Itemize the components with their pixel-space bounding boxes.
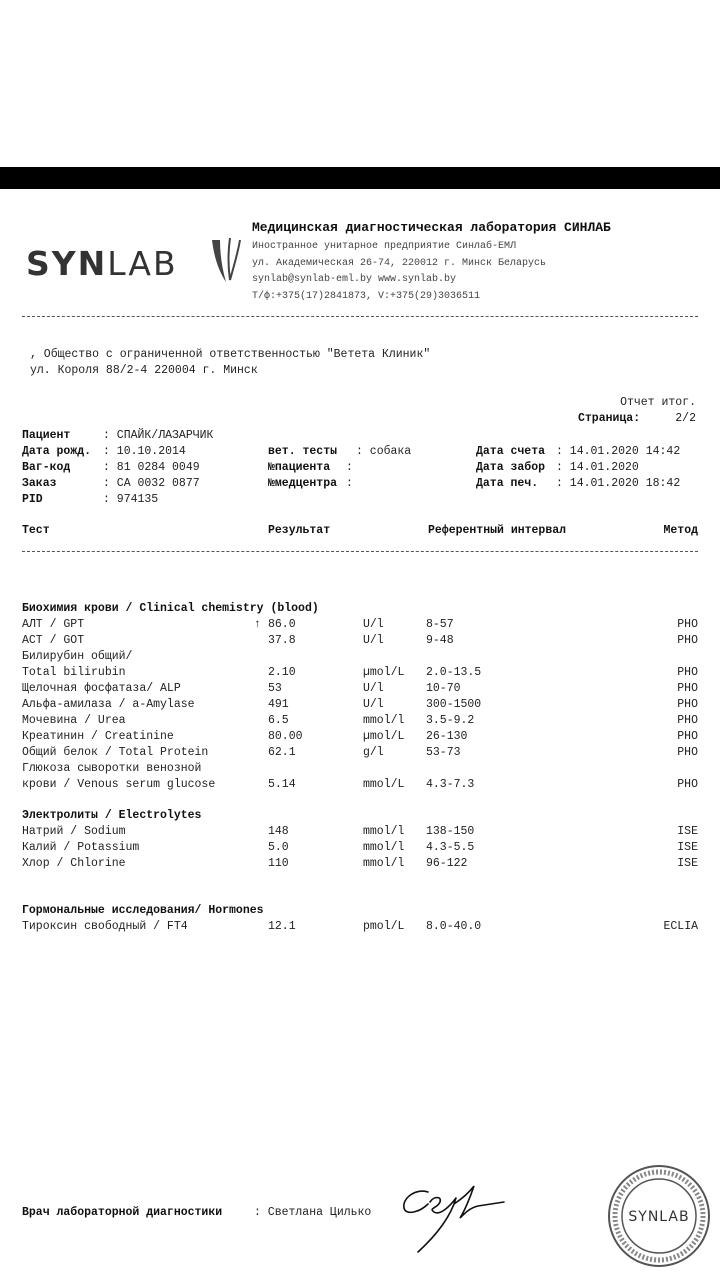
stamp-text: SYNLAB	[628, 1209, 690, 1225]
doctor-label: Врач лабораторной диагностики	[22, 1206, 223, 1219]
doctor-value: : Светлана Цилько	[254, 1206, 372, 1219]
lab-line-3: synlab@synlab-eml.by www.synlab.by	[252, 274, 457, 285]
unit: mmol/l	[363, 841, 405, 854]
method: PHO	[677, 730, 698, 743]
section-title: Электролиты / Electrolytes	[22, 809, 202, 822]
print-label: Дата печ.	[476, 477, 539, 490]
reference-range: 138-150	[426, 825, 475, 838]
flag-icon: ↑	[254, 618, 261, 631]
lab-line-1: Иностранное унитарное предприятие Синлаб-ЕМЛ	[252, 241, 517, 252]
patient-no-value: :	[346, 461, 353, 474]
dob-value: : 10.10.2014	[103, 445, 186, 458]
vet-value: : собака	[356, 445, 412, 458]
method: PHO	[677, 618, 698, 631]
method: ISE	[677, 841, 698, 854]
reference-range: 300-1500	[426, 698, 482, 711]
unit: U/l	[363, 682, 384, 695]
page-label: Страница:	[578, 412, 641, 425]
test-name: Тироксин свободный / FT4	[22, 920, 188, 933]
lab-line-2: ул. Академическая 26-74, 220012 г. Минск Беларусь	[252, 257, 547, 269]
reference-range: 3.5-9.2	[426, 714, 475, 727]
table-row	[22, 714, 698, 730]
reference-range: 8-57	[426, 618, 454, 631]
synlab-logo	[26, 230, 236, 290]
result-value: 5.14	[268, 778, 296, 791]
reference-range: 53-73	[426, 746, 461, 759]
divider-header	[22, 316, 698, 317]
test-name: крови / Venous serum glucose	[22, 778, 216, 791]
result-value: 5.0	[268, 841, 289, 854]
result-value: 80.00	[268, 730, 303, 743]
unit: U/l	[363, 618, 384, 631]
client-line-1: , Общество с ограниченной ответственностью "Ветета Клиник"	[30, 348, 431, 361]
invoice-label: Дата счета	[476, 445, 546, 458]
lab-header	[252, 220, 712, 305]
reference-range: 2.0-13.5	[426, 666, 482, 679]
table-row	[22, 746, 698, 762]
lab-line-4: Т/ф:+375(17)2841873, V:+375(29)3036511	[252, 290, 481, 302]
reference-range: 10-70	[426, 682, 461, 695]
reference-range: 8.0-40.0	[426, 920, 482, 933]
result-value: 110	[268, 857, 289, 870]
test-name: Натрий / Sodium	[22, 825, 126, 838]
table-row	[22, 618, 698, 634]
divider-columns	[22, 551, 698, 552]
order-label: Заказ	[22, 477, 57, 490]
collect-label: Дата забор	[476, 461, 546, 474]
test-name: Мочевина / Urea	[22, 714, 126, 727]
table-row	[22, 730, 698, 746]
table-row	[22, 666, 698, 682]
test-name: АЛТ / GPT	[22, 618, 85, 631]
reference-range: 26-130	[426, 730, 468, 743]
center-no-label: №медцентра	[268, 477, 338, 490]
section-title: Биохимия крови / Clinical chemistry (blood)	[22, 602, 319, 615]
section-title: Гормональные исследования/ Hormones	[22, 904, 264, 917]
dob-label: Дата рожд.	[22, 445, 92, 458]
table-row	[22, 825, 698, 841]
unit: U/l	[363, 634, 384, 647]
method: ISE	[677, 825, 698, 838]
barcode-value: : 81 0284 0049	[103, 461, 200, 474]
test-name: Билирубин общий/	[22, 650, 133, 663]
test-name: Хлор / Chlorine	[22, 857, 126, 870]
client-line-2: ул. Короля 88/2-4 220004 г. Минск	[30, 364, 258, 377]
test-name: Щелочная фосфатаза/ ALP	[22, 682, 181, 695]
reference-range: 9-48	[426, 634, 454, 647]
patient-no-label: №пациента	[268, 461, 331, 474]
table-row	[22, 778, 698, 794]
result-value: 148	[268, 825, 289, 838]
table-row	[22, 920, 698, 936]
result-value: 6.5	[268, 714, 289, 727]
method: PHO	[677, 778, 698, 791]
logo-wordmark: SYNLAB	[26, 244, 178, 283]
unit: mmol/l	[363, 714, 405, 727]
top-black-bar	[0, 167, 720, 189]
table-row	[22, 698, 698, 714]
patient-label: Пациент	[22, 429, 71, 442]
result-value: 53	[268, 682, 282, 695]
patient-value: : СПАЙК/ЛАЗАРЧИК	[103, 429, 214, 442]
method: PHO	[677, 746, 698, 759]
unit: µmol/L	[363, 730, 405, 743]
table-row	[22, 857, 698, 873]
unit: mmol/l	[363, 857, 405, 870]
reference-range: 96-122	[426, 857, 468, 870]
center-no-value: :	[346, 477, 353, 490]
method: ISE	[677, 857, 698, 870]
result-value: 12.1	[268, 920, 296, 933]
result-value: 491	[268, 698, 289, 711]
reference-range: 4.3-5.5	[426, 841, 475, 854]
reference-range: 4.3-7.3	[426, 778, 475, 791]
test-name: Креатинин / Creatinine	[22, 730, 174, 743]
collect-value: : 14.01.2020	[556, 461, 639, 474]
page-value: 2/2	[675, 412, 696, 425]
result-value: 2.10	[268, 666, 296, 679]
test-name: Общий белок / Total Protein	[22, 746, 209, 759]
pid-label: PID	[22, 493, 43, 506]
col-method: Метод	[663, 524, 698, 537]
report-status: Отчет итог.	[620, 396, 696, 409]
test-name: АСТ / GOT	[22, 634, 85, 647]
result-value: 86.0	[268, 618, 296, 631]
stamp-icon	[606, 1163, 712, 1269]
lab-name: Медицинская диагностическая лаборатория СИНЛАБ	[252, 220, 611, 235]
col-test: Тест	[22, 524, 50, 537]
order-value: : CA 0032 0877	[103, 477, 200, 490]
test-name: Total bilirubin	[22, 666, 126, 679]
method: PHO	[677, 698, 698, 711]
result-value: 62.1	[268, 746, 296, 759]
unit: g/l	[363, 746, 384, 759]
test-name: Калий / Potassium	[22, 841, 140, 854]
table-row	[22, 841, 698, 857]
method: PHO	[677, 634, 698, 647]
method: PHO	[677, 682, 698, 695]
col-reference: Референтный интервал	[428, 524, 567, 537]
print-value: : 14.01.2020 18:42	[556, 477, 681, 490]
barcode-label: Ваг-код	[22, 461, 71, 474]
invoice-value: : 14.01.2020 14:42	[556, 445, 681, 458]
unit: U/l	[363, 698, 384, 711]
pid-value: : 974135	[103, 493, 159, 506]
test-name: Глюкоза сыворотки венозной	[22, 762, 202, 775]
table-row	[22, 634, 698, 650]
unit: mmol/l	[363, 825, 405, 838]
table-row	[22, 650, 698, 666]
table-row	[22, 682, 698, 698]
unit: pmol/L	[363, 920, 405, 933]
logo-swoosh-icon	[208, 234, 242, 286]
table-row	[22, 762, 698, 778]
method: PHO	[677, 666, 698, 679]
test-name: Альфа-амилаза / a-Amylase	[22, 698, 195, 711]
unit: µmol/L	[363, 666, 405, 679]
result-value: 37.8	[268, 634, 296, 647]
signature-icon	[398, 1178, 508, 1256]
col-result: Результат	[268, 524, 331, 537]
unit: mmol/L	[363, 778, 405, 791]
vet-label: вет. тесты	[268, 445, 338, 458]
method: ECLIA	[663, 920, 698, 933]
method: PHO	[677, 714, 698, 727]
